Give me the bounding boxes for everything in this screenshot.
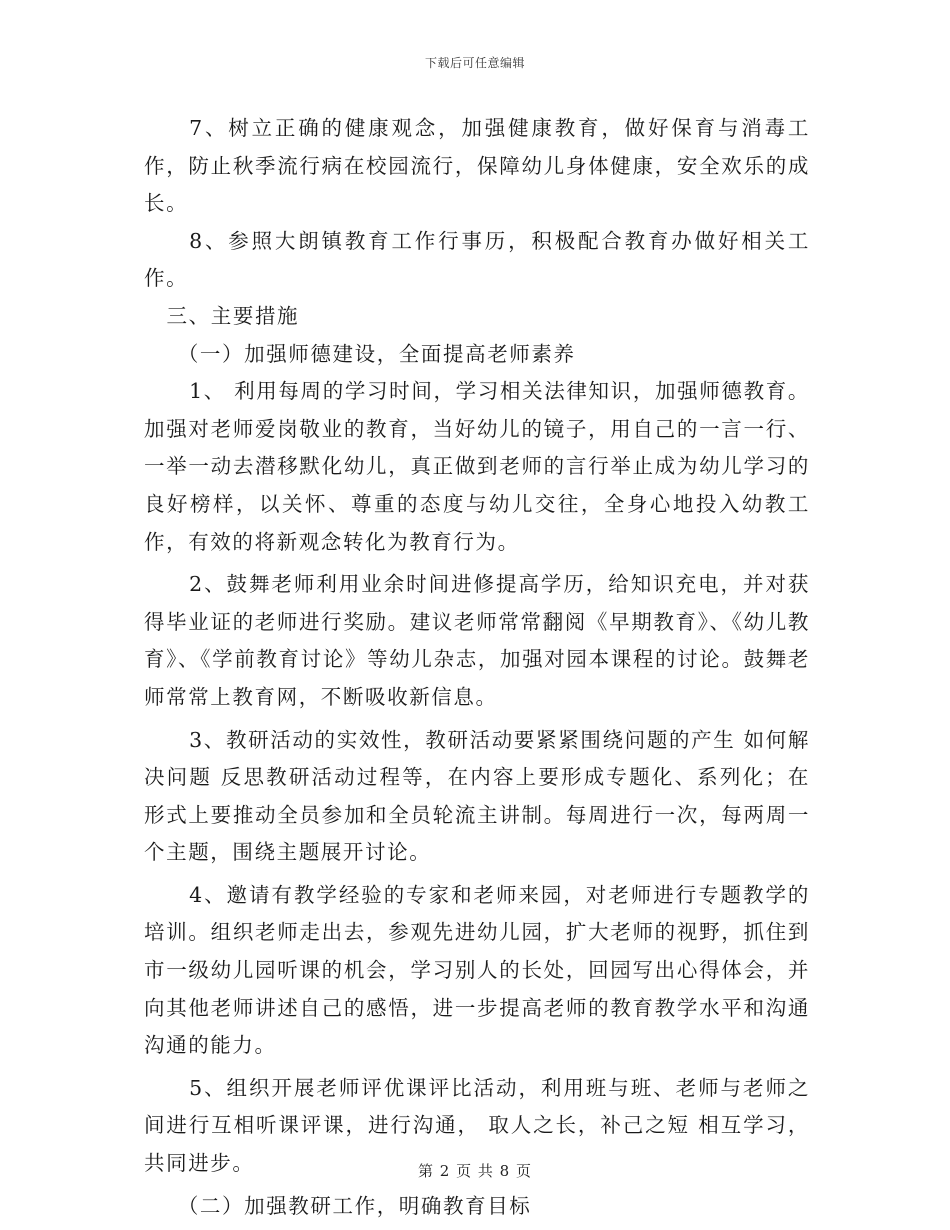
subsection-heading-1: （一）加强师德建设，全面提高老师素养 <box>177 341 576 366</box>
paragraph-measure-5: 5、组织开展老师评优课评比活动，利用班与班、老师与老师之间进行互相听课评课，进行沟通， 取人之长，补己之短 相互学习，共同进步。 <box>144 1075 810 1176</box>
page-header: 下载后可任意编辑 <box>424 56 525 70</box>
paragraph-item-7: 7、树立正确的健康观念，加强健康教育，做好保育与消毒工作，防止秋季流行病在校园流行，保障幼儿身体健康，安全欢乐的成长。 <box>144 116 810 216</box>
paragraph-item-8: 8、参照大朗镇教育工作行事历，积极配合教育办做好相关工作。 <box>144 228 810 291</box>
paragraph-measure-3: 3、教研活动的实效性，教研活动要紧紧围绕问题的产生 如何解决问题 反思教研活动过程等，在内容上要形成专题化、系列化；在形式上要推动全员参加和全员轮流主讲制。每周进行一次，每两周一个主题，围绕主题展开讨论。 <box>144 727 810 865</box>
paragraph-measure-2: 2、鼓舞老师利用业余时间进修提高学历，给知识充电，并对获得毕业证的老师进行奖励。建议老师常常翻阅《早期教育》、《幼儿教育》、《学前教育讨论》等幼儿杂志，加强对园本课程的讨论。鼓舞老师常常上教育网，不断吸收新信息。 <box>144 572 810 709</box>
subsection-heading-2: （二）加强教研工作，明确教育目标 <box>177 1193 532 1218</box>
page-number-footer: 第 2 页 共 8 页 <box>418 1162 532 1180</box>
section-heading-measures: 三、主要措施 <box>166 303 300 328</box>
paragraph-measure-4: 4、邀请有教学经验的专家和老师来园，对老师进行专题教学的培训。组织老师走出去，参观先进幼儿园，扩大老师的视野，抓住到市一级幼儿园听课的机会，学习别人的长处，回园写出心得体会，并向其他老师讲述自己的感悟，进一步提高老师的教育教学水平和沟通沟通的能力。 <box>144 882 810 1058</box>
paragraph-measure-1: 1、 利用每周的学习时间，学习相关法律知识，加强师德教育。加强对老师爱岗敬业的教育，当好幼儿的镜子，用自己的一言一行、一举一动去潜移默化幼儿，真正做到老师的言行举止成为幼儿学习的良好榜样，以关怀、尊重的态度与幼儿交往，全身心地投入幼教工作，有效的将新观念转化为教育行为。 <box>144 379 810 554</box>
document-body <box>144 110 810 1225</box>
